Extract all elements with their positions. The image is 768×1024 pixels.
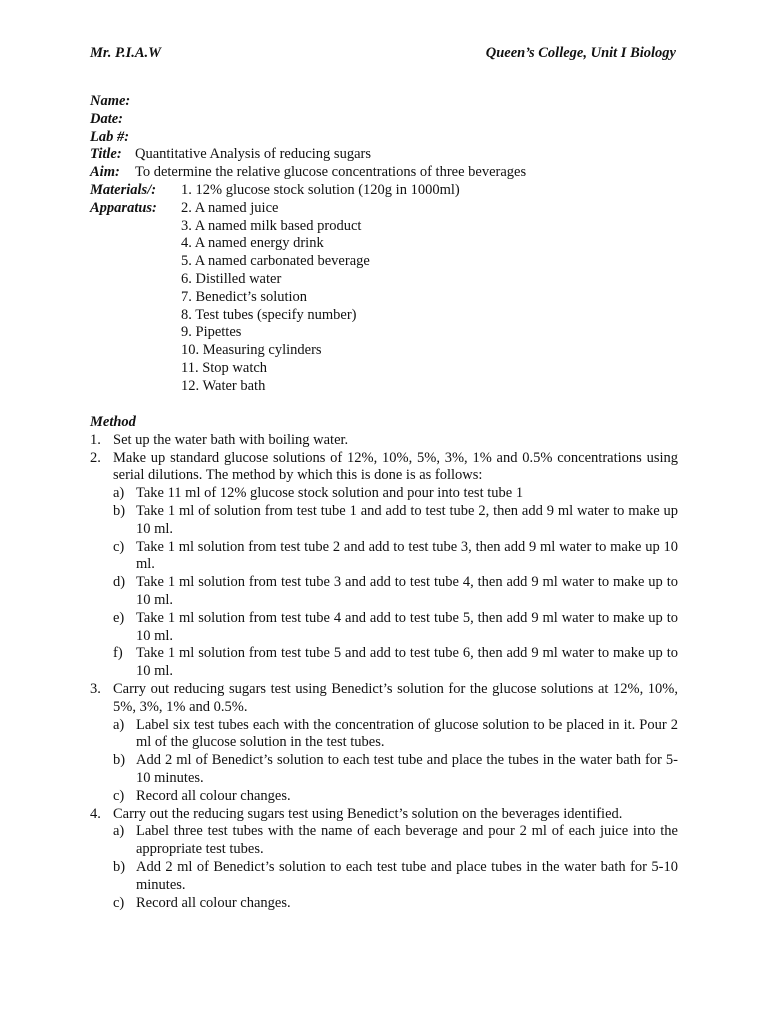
method-substep-text: Record all colour changes. [136, 787, 291, 804]
method-substep-text: Take 1 ml of solution from test tube 1 and add to test tube 2, then add 9 ml water to make up 10 ml. [136, 502, 678, 537]
lab-number-label: Lab #: [90, 128, 130, 145]
method-substep [113, 752, 678, 788]
aim-label: Aim: [90, 164, 120, 181]
method-step-number: 3. [90, 680, 101, 697]
method-step-text: Make up standard glucose solutions of 12%, 10%, 5%, 3%, 1% and 0.5% concentrations using serial dilutions. The method by which this is done is as follows: [113, 449, 678, 484]
apparatus-label: Apparatus: [90, 199, 157, 216]
method-substep-letter: a) [113, 823, 125, 840]
method-substep [113, 717, 678, 753]
method-substep-text: Take 1 ml solution from test tube 4 and add to test tube 5, then add 9 ml water to make up to 10 ml. [136, 609, 678, 644]
aim-value: To determine the relative glucose concentrations of three beverages [135, 164, 527, 181]
method-substep-letter: f) [113, 645, 123, 662]
method-step [90, 432, 678, 450]
lab-number-row [90, 129, 690, 147]
materials-item: 11. Stop watch [181, 359, 268, 376]
author-header: Mr. P.I.A.W [90, 45, 162, 61]
method-substep-letter: d) [113, 574, 126, 591]
method-substep-text: Label three test tubes with the name of each beverage and pour 2 ml of each juice into the appropriate test tubes. [136, 823, 678, 858]
method-step [90, 681, 678, 806]
method-step-number: 2. [90, 449, 101, 466]
materials-list [181, 182, 460, 396]
title-row [90, 146, 690, 164]
method-substep-text: Add 2 ml of Benedict’s solution to each test tube and place the tubes in the water bath for 5-10 minutes. [136, 752, 678, 786]
materials-labels [90, 182, 181, 396]
date-label: Date: [90, 110, 124, 127]
method-substep-letter: c) [113, 894, 125, 911]
method-substep [113, 823, 678, 859]
method-substep [113, 859, 678, 895]
method-substep-letter: b) [113, 858, 126, 875]
materials-item: 10. Measuring cylinders [181, 342, 322, 359]
method-substep-letter: c) [113, 787, 125, 804]
name-row [90, 93, 690, 111]
materials-item: 1. 12% glucose stock solution (120g in 1000ml) [181, 181, 460, 198]
method-substep [113, 895, 678, 913]
materials-row [90, 182, 690, 396]
method-substep [113, 485, 678, 503]
method-steps [90, 432, 678, 913]
method-substep-text: Record all colour changes. [136, 894, 291, 911]
materials-label: Materials/: [90, 181, 157, 198]
method-title: Method [90, 414, 136, 430]
method-substep-text: Take 11 ml of 12% glucose stock solution and pour into test tube 1 [136, 485, 524, 502]
materials-item: 4. A named energy drink [181, 235, 324, 252]
method-substep [113, 610, 678, 646]
materials-item: 3. A named milk based product [181, 217, 362, 234]
method-substep-letter: b) [113, 502, 126, 519]
method-step [90, 450, 678, 681]
method-substep-letter: a) [113, 485, 125, 502]
method-substep-text: Take 1 ml solution from test tube 5 and add to test tube 6, then add 9 ml water to make up to 10 ml. [136, 645, 678, 680]
method-step-number: 4. [90, 805, 101, 822]
aim-row [90, 164, 690, 182]
method-substep [113, 503, 678, 539]
method-step-text: Carry out the reducing sugars test using Benedict’s solution on the beverages identified. [113, 805, 623, 822]
method-step [90, 806, 678, 913]
method-substep-text: Add 2 ml of Benedict’s solution to each test tube and place tubes in the water bath for 5-10 minutes. [136, 858, 678, 893]
materials-item: 8. Test tubes (specify number) [181, 306, 357, 323]
method-step-text: Carry out reducing sugars test using Benedict’s solution for the glucose solutions at 12%, 10%, 5%, 3%, 1% and 0.5%. [113, 680, 678, 715]
materials-item: 12. Water bath [181, 377, 266, 394]
materials-item: 7. Benedict’s solution [181, 288, 308, 305]
method-substep-letter: a) [113, 716, 125, 733]
date-row [90, 111, 690, 129]
materials-item: 6. Distilled water [181, 270, 282, 287]
materials-item: 9. Pipettes [181, 324, 242, 341]
method-substep-letter: e) [113, 609, 125, 626]
method-substep-text: Take 1 ml solution from test tube 3 and add to test tube 4, then add 9 ml water to make up to 10 ml. [136, 574, 678, 608]
name-label: Name: [90, 93, 131, 109]
method-step-number: 1. [90, 431, 101, 448]
method-section [90, 414, 678, 912]
method-step-text: Set up the water bath with boiling water. [113, 431, 349, 448]
title-value: Quantitative Analysis of reducing sugars [135, 146, 371, 163]
method-substep-letter: c) [113, 538, 125, 555]
institution-header: Queen’s College, Unit I Biology [485, 45, 676, 61]
materials-item: 2. A named juice [181, 199, 279, 216]
method-substep-text: Label six test tubes each with the concentration of glucose solution to be placed in it. Pour 2 ml of the glucose solution in the test tubes. [136, 716, 678, 751]
method-substep [113, 788, 678, 806]
materials-item: 5. A named carbonated beverage [181, 253, 370, 270]
method-substep-text: Take 1 ml solution from test tube 2 and add to test tube 3, then add 9 ml water to make up 10 ml. [136, 538, 678, 573]
lab-info [90, 93, 690, 396]
method-substep [113, 645, 678, 681]
title-label: Title: [90, 146, 122, 163]
method-substep [113, 574, 678, 610]
method-substep [113, 539, 678, 575]
method-substep-letter: b) [113, 752, 126, 769]
